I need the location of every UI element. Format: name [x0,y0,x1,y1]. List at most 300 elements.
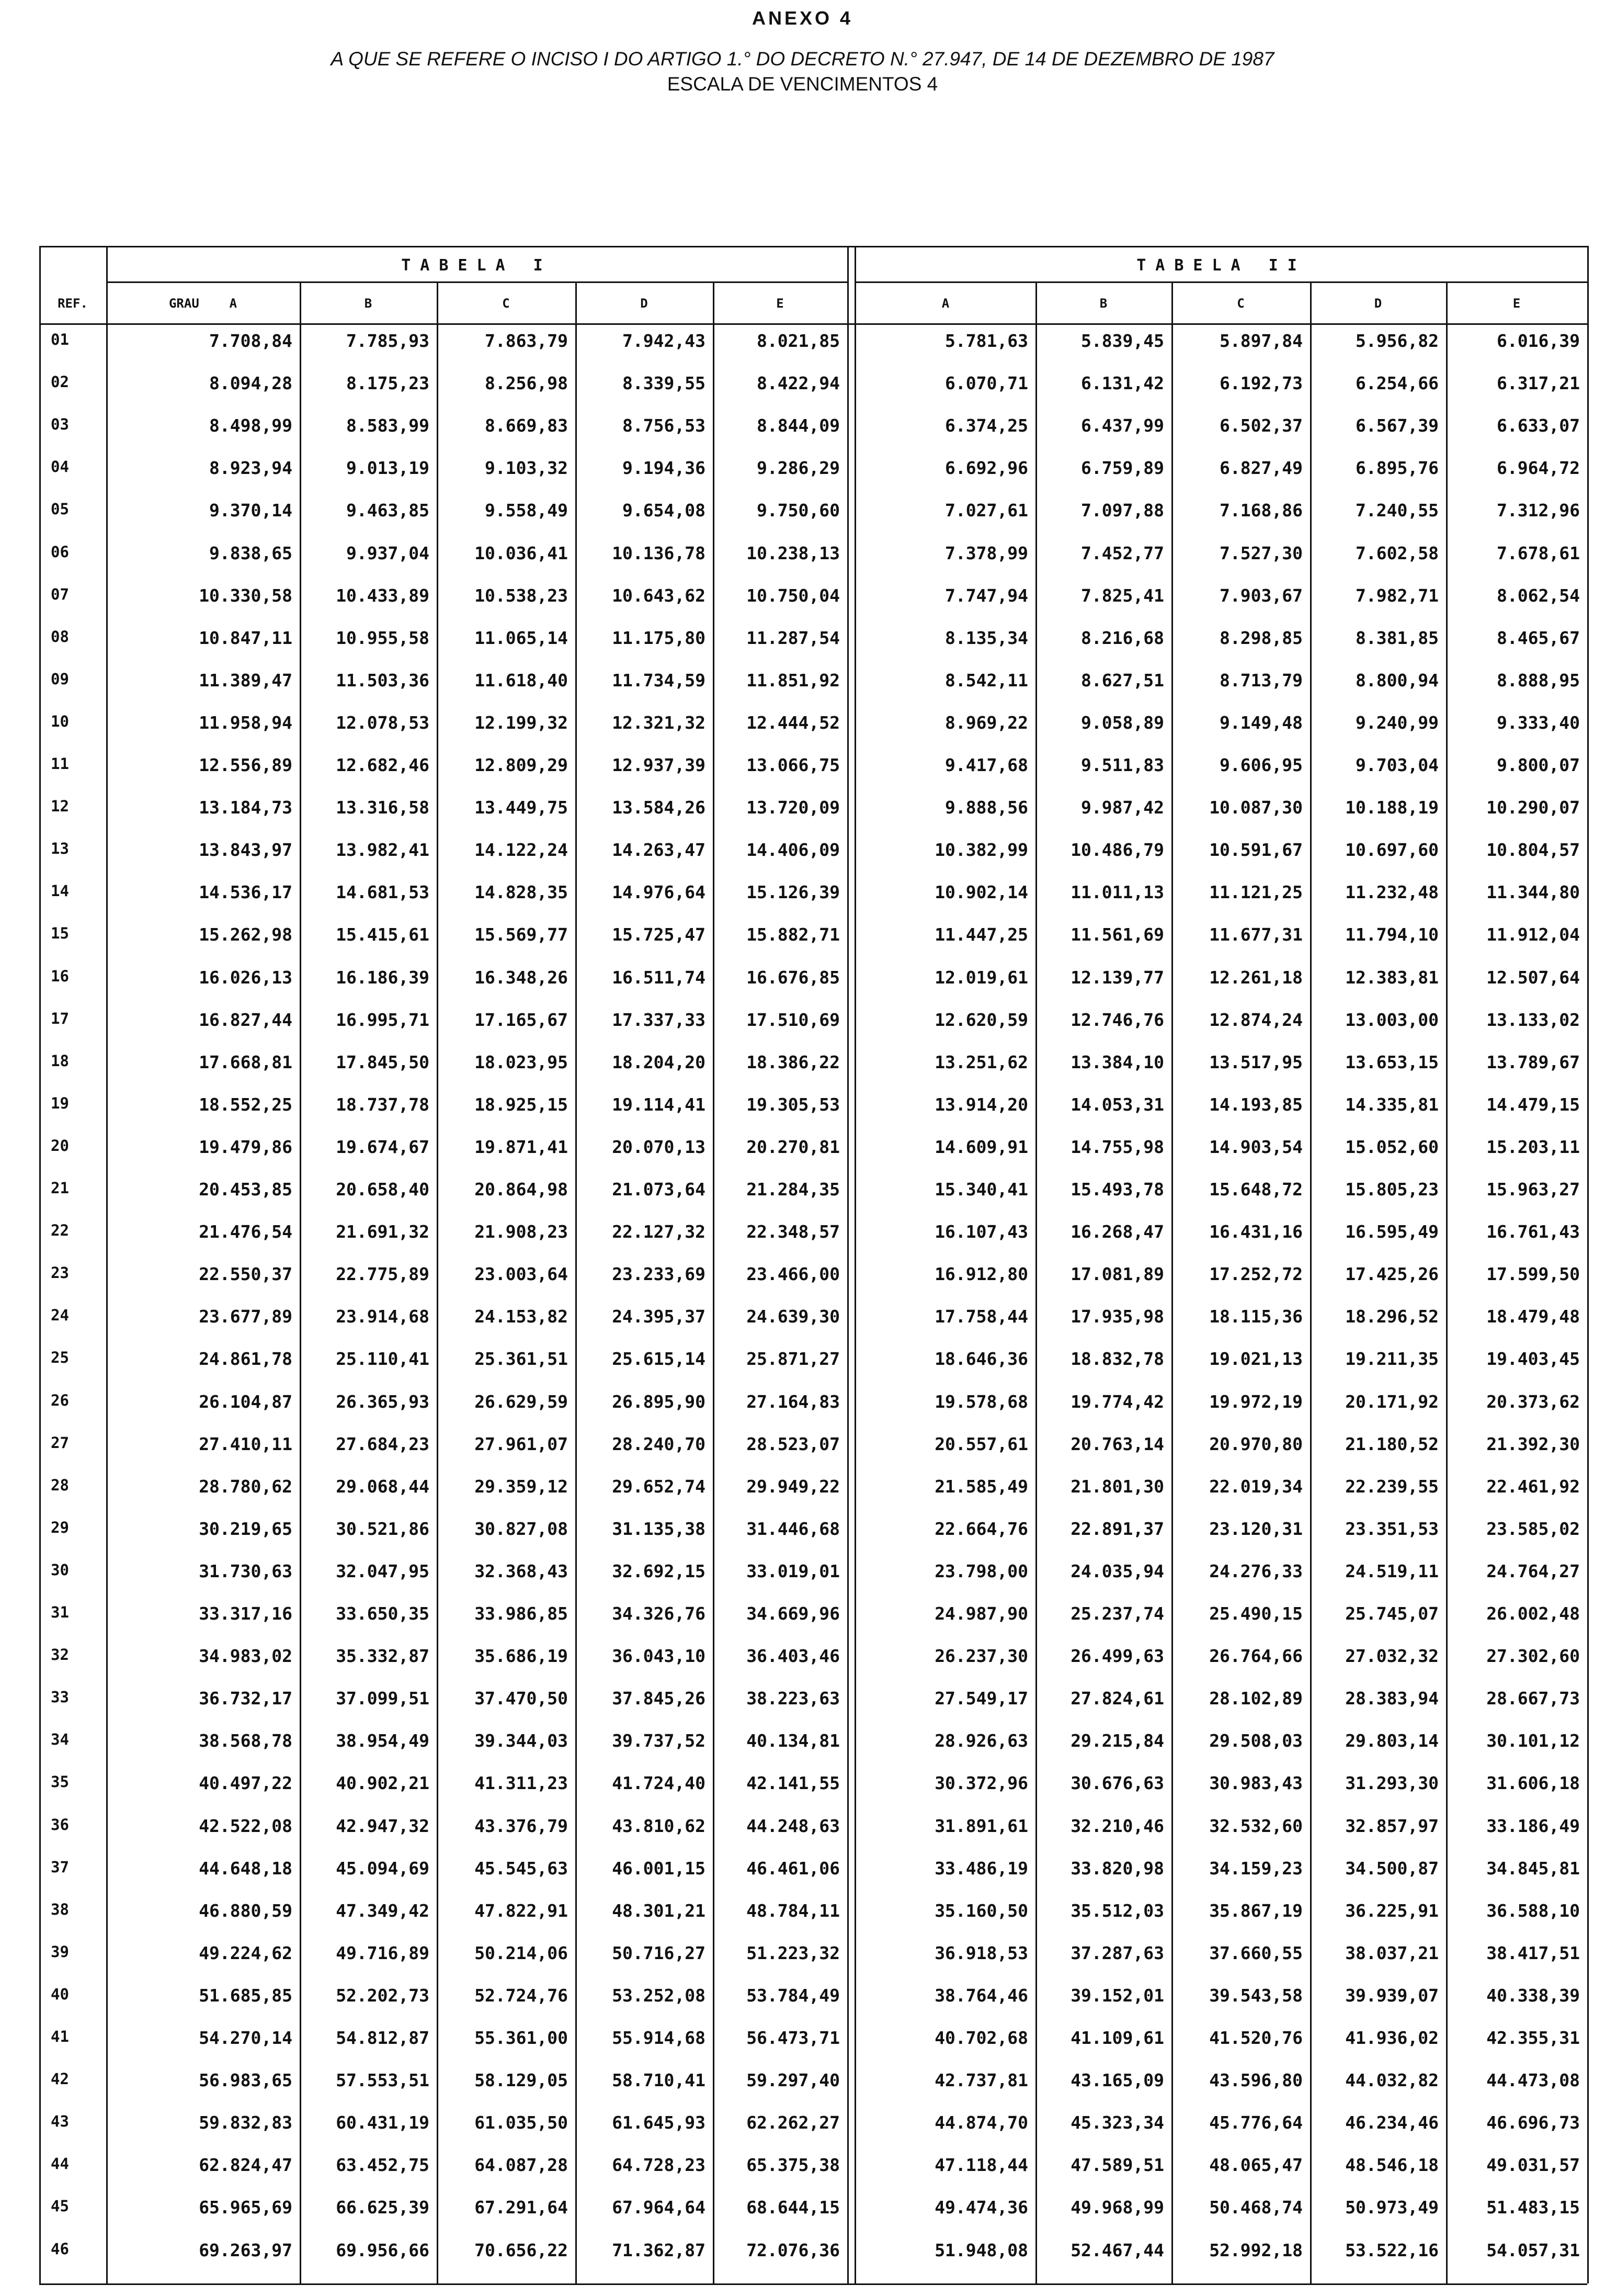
salary-value: 20.373,62 [1486,1391,1580,1412]
salary-value: 9.463,85 [346,500,429,521]
salary-value: 11.344,80 [1486,882,1580,903]
salary-value: 8.756,53 [622,415,705,436]
salary-value: 13.003,00 [1345,1009,1439,1030]
salary-value: 39.939,07 [1345,1985,1439,2006]
page-title: ANEXO 4 [752,7,853,29]
salary-value: 10.804,57 [1486,840,1580,861]
salary-value: 19.479,86 [199,1136,292,1157]
column-header: C [1237,296,1245,311]
salary-value: 15.262,98 [199,924,292,945]
row-ref: 40 [51,1985,69,2003]
salary-value: 40.338,39 [1486,1985,1580,2006]
salary-value: 47.118,44 [935,2155,1028,2176]
salary-value: 23.677,89 [199,1306,292,1327]
salary-value: 8.094,28 [209,373,292,394]
salary-value: 8.422,94 [757,373,840,394]
salary-value: 59.297,40 [746,2070,840,2091]
salary-value: 12.139,77 [1071,967,1164,988]
salary-value: 45.094,69 [336,1858,429,1879]
salary-value: 11.912,04 [1486,924,1580,945]
salary-value: 13.517,95 [1209,1051,1303,1072]
salary-value: 19.114,41 [612,1094,705,1115]
row-ref: 28 [51,1476,69,1494]
salary-value: 8.298,85 [1220,627,1303,648]
salary-value: 35.512,03 [1071,1900,1164,1921]
salary-value: 49.968,99 [1071,2197,1164,2218]
salary-value: 6.016,39 [1497,331,1580,351]
salary-value: 28.926,63 [935,1731,1028,1751]
salary-value: 9.013,19 [346,458,429,479]
salary-value: 15.415,61 [336,924,429,945]
salary-value: 35.867,19 [1209,1900,1303,1921]
salary-value: 7.982,71 [1356,585,1439,606]
salary-value: 21.585,49 [935,1476,1028,1497]
salary-value: 11.175,80 [612,627,705,648]
salary-value: 72.076,36 [746,2240,840,2260]
row-ref: 11 [51,755,69,773]
salary-value: 11.958,94 [199,712,292,733]
salary-value: 58.129,05 [474,2070,568,2091]
salary-value: 9.703,04 [1356,755,1439,775]
salary-value: 29.949,22 [746,1476,840,1497]
salary-value: 7.527,30 [1220,542,1303,563]
salary-value: 36.225,91 [1345,1900,1439,1921]
salary-value: 61.645,93 [612,2112,705,2133]
salary-value: 14.536,17 [199,882,292,903]
salary-value: 8.135,34 [945,627,1028,648]
salary-value: 27.961,07 [474,1433,568,1454]
row-ref: 36 [51,1815,69,1834]
salary-value: 42.355,31 [1486,2028,1580,2048]
salary-value: 27.164,83 [746,1391,840,1412]
salary-value: 42.141,55 [746,1773,840,1794]
salary-value: 23.798,00 [935,1560,1028,1581]
salary-value: 8.021,85 [757,331,840,351]
salary-value: 33.986,85 [474,1603,568,1624]
salary-value: 18.479,48 [1486,1306,1580,1327]
salary-value: 26.365,93 [336,1391,429,1412]
salary-value: 7.863,79 [485,331,568,351]
salary-value: 16.761,43 [1486,1221,1580,1242]
row-ref: 45 [51,2197,69,2215]
salary-value: 12.321,32 [612,712,705,733]
column-header: REF. [58,296,88,311]
row-ref: 14 [51,882,69,900]
salary-value: 33.486,19 [935,1858,1028,1879]
salary-value: 46.696,73 [1486,2112,1580,2133]
salary-value: 42.737,81 [935,2070,1028,2091]
salary-value: 58.710,41 [612,2070,705,2091]
salary-value: 14.053,31 [1071,1094,1164,1115]
salary-value: 26.499,63 [1071,1646,1164,1667]
column-header: E [1512,296,1521,311]
salary-value: 12.383,81 [1345,967,1439,988]
row-ref: 27 [51,1433,69,1452]
salary-value: 22.891,37 [1071,1518,1164,1539]
salary-value: 13.449,75 [474,797,568,818]
salary-value: 10.486,79 [1071,840,1164,861]
salary-value: 19.578,68 [935,1391,1028,1412]
salary-value: 12.937,39 [612,755,705,775]
salary-value: 15.340,41 [935,1179,1028,1200]
salary-value: 20.970,80 [1209,1433,1303,1454]
salary-value: 7.708,84 [209,331,292,351]
salary-value: 10.750,04 [746,585,840,606]
salary-value: 12.261,18 [1209,967,1303,988]
salary-value: 26.764,66 [1209,1646,1303,1667]
salary-value: 7.452,77 [1081,542,1164,563]
salary-value: 23.585,02 [1486,1518,1580,1539]
row-ref: 07 [51,585,69,603]
salary-value: 10.136,78 [612,542,705,563]
salary-value: 21.908,23 [474,1221,568,1242]
salary-value: 14.681,53 [336,882,429,903]
salary-value: 9.194,36 [622,458,705,479]
row-ref: 38 [51,1900,69,1918]
salary-value: 38.417,51 [1486,1942,1580,1963]
salary-value: 15.203,11 [1486,1136,1580,1157]
salary-value: 60.431,19 [336,2112,429,2133]
salary-value: 34.669,96 [746,1603,840,1624]
salary-value: 14.193,85 [1209,1094,1303,1115]
salary-value: 48.065,47 [1209,2155,1303,2176]
salary-value: 55.914,68 [612,2028,705,2048]
salary-value: 8.844,09 [757,415,840,436]
salary-value: 32.692,15 [612,1560,705,1581]
salary-value: 17.935,98 [1071,1306,1164,1327]
salary-value: 30.372,96 [935,1773,1028,1794]
salary-value: 52.467,44 [1071,2240,1164,2260]
salary-value: 29.652,74 [612,1476,705,1497]
salary-value: 54.057,31 [1486,2240,1580,2260]
salary-value: 41.936,02 [1345,2028,1439,2048]
salary-value: 16.995,71 [336,1009,429,1030]
salary-value: 21.284,35 [746,1179,840,1200]
salary-value: 22.550,37 [199,1264,292,1285]
salary-value: 9.370,14 [209,500,292,521]
salary-value: 28.102,89 [1209,1688,1303,1709]
salary-value: 11.618,40 [474,670,568,691]
salary-value: 56.473,71 [746,2028,840,2048]
salary-value: 55.361,00 [474,2028,568,2048]
salary-value: 11.734,59 [612,670,705,691]
tabela-i-header: TABELA I [401,256,552,275]
salary-value: 61.035,50 [474,2112,568,2133]
salary-value: 25.110,41 [336,1349,429,1370]
salary-value: 16.827,44 [199,1009,292,1030]
salary-value: 6.692,96 [945,458,1028,479]
salary-value: 11.287,54 [746,627,840,648]
salary-value: 34.845,81 [1486,1858,1580,1879]
row-ref: 16 [51,967,69,985]
salary-value: 14.755,98 [1071,1136,1164,1157]
salary-value: 30.101,12 [1486,1731,1580,1751]
row-ref: 25 [51,1349,69,1367]
salary-value: 13.914,20 [935,1094,1028,1115]
salary-value: 21.476,54 [199,1221,292,1242]
salary-value: 44.648,18 [199,1858,292,1879]
salary-value: 13.316,58 [336,797,429,818]
salary-value: 49.716,89 [336,1942,429,1963]
salary-value: 44.874,70 [935,2112,1028,2133]
salary-value: 66.625,39 [336,2197,429,2218]
salary-value: 12.444,52 [746,712,840,733]
salary-value: 48.784,11 [746,1900,840,1921]
tabela-ii-header: TABELA II [1136,256,1306,275]
salary-value: 29.803,14 [1345,1731,1439,1751]
column-header: C [502,296,510,311]
salary-value: 22.239,55 [1345,1476,1439,1497]
row-ref: 30 [51,1560,69,1579]
salary-value: 24.276,33 [1209,1560,1303,1581]
salary-value: 69.263,97 [199,2240,292,2260]
salary-value: 25.615,14 [612,1349,705,1370]
salary-value: 52.724,76 [474,1985,568,2006]
salary-value: 40.902,21 [336,1773,429,1794]
row-ref: 24 [51,1306,69,1325]
salary-value: 30.521,86 [336,1518,429,1539]
salary-value: 29.215,84 [1071,1731,1164,1751]
salary-value: 13.184,73 [199,797,292,818]
salary-value: 10.433,89 [336,585,429,606]
salary-value: 13.843,97 [199,840,292,861]
salary-value: 20.171,92 [1345,1391,1439,1412]
salary-value: 11.561,69 [1071,924,1164,945]
row-ref: 35 [51,1773,69,1791]
salary-value: 6.895,76 [1356,458,1439,479]
salary-value: 68.644,15 [746,2197,840,2218]
salary-value: 9.286,29 [757,458,840,479]
salary-value: 43.810,62 [612,1815,705,1836]
salary-value: 5.839,45 [1081,331,1164,351]
salary-value: 16.186,39 [336,967,429,988]
salary-value: 7.312,96 [1497,500,1580,521]
salary-value: 59.832,83 [199,2112,292,2133]
salary-value: 71.362,87 [612,2240,705,2260]
salary-value: 39.543,58 [1209,1985,1303,2006]
salary-value: 32.857,97 [1345,1815,1439,1836]
salary-value: 35.160,50 [935,1900,1028,1921]
salary-value: 9.606,95 [1220,755,1303,775]
salary-value: 56.983,65 [199,2070,292,2091]
salary-value: 28.780,62 [199,1476,292,1497]
salary-value: 23.233,69 [612,1264,705,1285]
salary-value: 51.223,32 [746,1942,840,1963]
salary-value: 6.437,99 [1081,415,1164,436]
salary-value: 11.121,25 [1209,882,1303,903]
row-ref: 01 [51,331,69,348]
salary-value: 46.880,59 [199,1900,292,1921]
salary-value: 43.376,79 [474,1815,568,1836]
salary-value: 12.507,64 [1486,967,1580,988]
salary-value: 10.087,30 [1209,797,1303,818]
salary-value: 53.784,49 [746,1985,840,2006]
salary-value: 48.301,21 [612,1900,705,1921]
salary-value: 65.375,38 [746,2155,840,2176]
salary-value: 33.019,01 [746,1560,840,1581]
salary-value: 38.764,46 [935,1985,1028,2006]
salary-value: 30.676,63 [1071,1773,1164,1794]
salary-value: 14.479,15 [1486,1094,1580,1115]
salary-value: 8.969,22 [945,712,1028,733]
salary-value: 27.824,61 [1071,1688,1164,1709]
salary-value: 18.386,22 [746,1051,840,1072]
salary-value: 11.232,48 [1345,882,1439,903]
row-ref: 03 [51,415,69,434]
salary-value: 53.522,16 [1345,2240,1439,2260]
row-ref: 12 [51,797,69,816]
salary-value: 47.822,91 [474,1900,568,1921]
salary-value: 10.955,58 [336,627,429,648]
table-border-right [1587,246,1589,2283]
row-ref: 18 [51,1051,69,1070]
salary-value: 17.599,50 [1486,1264,1580,1285]
table-split-rule-a [847,246,849,2283]
salary-value: 27.684,23 [336,1433,429,1454]
salary-value: 40.134,81 [746,1731,840,1751]
salary-value: 15.569,77 [474,924,568,945]
salary-value: 20.557,61 [935,1433,1028,1454]
salary-value: 7.678,61 [1497,542,1580,563]
salary-value: 7.378,99 [945,542,1028,563]
salary-value: 6.317,21 [1497,373,1580,394]
salary-value: 8.339,55 [622,373,705,394]
salary-value: 15.648,72 [1209,1179,1303,1200]
row-ref: 37 [51,1858,69,1876]
salary-value: 8.888,95 [1497,670,1580,691]
salary-value: 10.847,11 [199,627,292,648]
decree-reference: A QUE SE REFERE O INCISO I DO ARTIGO 1.° DO DECRETO N.° 27.947, DE 14 DE DEZEMBRO DE 1987 [331,48,1274,70]
salary-value: 39.344,03 [474,1731,568,1751]
salary-value: 6.070,71 [945,373,1028,394]
salary-value: 12.809,29 [474,755,568,775]
salary-value: 23.351,53 [1345,1518,1439,1539]
salary-value: 15.805,23 [1345,1179,1439,1200]
salary-value: 17.425,26 [1345,1264,1439,1285]
salary-value: 9.654,08 [622,500,705,521]
salary-value: 7.602,58 [1356,542,1439,563]
salary-value: 46.461,06 [746,1858,840,1879]
row-ref: 43 [51,2112,69,2131]
salary-value: 12.620,59 [935,1009,1028,1030]
salary-value: 8.583,99 [346,415,429,436]
salary-value: 23.003,64 [474,1264,568,1285]
salary-value: 51.948,08 [935,2240,1028,2260]
salary-value: 47.349,42 [336,1900,429,1921]
salary-value: 50.214,06 [474,1942,568,1963]
salary-value: 50.468,74 [1209,2197,1303,2218]
salary-value: 20.070,13 [612,1136,705,1157]
row-ref: 23 [51,1264,69,1282]
salary-value: 5.781,63 [945,331,1028,351]
salary-value: 19.871,41 [474,1136,568,1157]
salary-value: 19.774,42 [1071,1391,1164,1412]
column-header: D [1374,296,1382,311]
salary-value: 37.099,51 [336,1688,429,1709]
salary-value: 11.447,25 [935,924,1028,945]
salary-value: 17.081,89 [1071,1264,1164,1285]
salary-value: 12.746,76 [1071,1009,1164,1030]
salary-value: 8.627,51 [1081,670,1164,691]
salary-value: 16.026,13 [199,967,292,988]
column-header-rule [39,323,1587,325]
salary-value: 9.417,68 [945,755,1028,775]
salary-value: 10.382,99 [935,840,1028,861]
salary-value: 12.199,32 [474,712,568,733]
column-header: B [364,296,372,311]
salary-value: 8.923,94 [209,458,292,479]
salary-value: 6.502,37 [1220,415,1303,436]
row-ref: 33 [51,1688,69,1706]
salary-value: 31.730,63 [199,1560,292,1581]
salary-value: 42.947,32 [336,1815,429,1836]
row-ref: 09 [51,670,69,688]
salary-value: 31.135,38 [612,1518,705,1539]
salary-value: 17.252,72 [1209,1264,1303,1285]
salary-value: 27.410,11 [199,1433,292,1454]
salary-value: 28.240,70 [612,1433,705,1454]
salary-value: 25.490,15 [1209,1603,1303,1624]
salary-value: 9.058,89 [1081,712,1164,733]
salary-value: 21.180,52 [1345,1433,1439,1454]
salary-value: 19.021,13 [1209,1349,1303,1370]
salary-value: 38.223,63 [746,1688,840,1709]
column-header: GRAU A [168,296,237,311]
salary-value: 13.982,41 [336,840,429,861]
column-header: E [776,296,784,311]
salary-value: 10.538,23 [474,585,568,606]
salary-value: 45.323,34 [1071,2112,1164,2133]
salary-value: 67.291,64 [474,2197,568,2218]
salary-value: 11.677,31 [1209,924,1303,945]
salary-value: 19.211,35 [1345,1349,1439,1370]
row-ref: 20 [51,1136,69,1155]
salary-value: 33.317,16 [199,1603,292,1624]
salary-value: 41.311,23 [474,1773,568,1794]
salary-value: 27.549,17 [935,1688,1028,1709]
salary-value: 41.109,61 [1071,2028,1164,2048]
salary-value: 7.825,41 [1081,585,1164,606]
row-ref: 17 [51,1009,69,1027]
salary-value: 27.302,60 [1486,1646,1580,1667]
salary-value: 36.403,46 [746,1646,840,1667]
salary-value: 37.660,55 [1209,1942,1303,1963]
salary-value: 14.903,54 [1209,1136,1303,1157]
row-ref: 26 [51,1391,69,1409]
salary-value: 29.359,12 [474,1476,568,1497]
salary-value: 52.992,18 [1209,2240,1303,2260]
salary-value: 53.252,08 [612,1985,705,2006]
salary-value: 31.446,68 [746,1518,840,1539]
salary-value: 9.838,65 [209,542,292,563]
salary-value: 8.465,67 [1497,627,1580,648]
salary-value: 12.078,53 [336,712,429,733]
salary-value: 10.290,07 [1486,797,1580,818]
salary-value: 33.650,35 [336,1603,429,1624]
salary-value: 29.508,03 [1209,1731,1303,1751]
salary-value: 8.669,83 [485,415,568,436]
salary-value: 9.750,60 [757,500,840,521]
salary-value: 39.737,52 [612,1731,705,1751]
salary-value: 6.827,49 [1220,458,1303,479]
salary-value: 24.639,30 [746,1306,840,1327]
salary-value: 51.685,85 [199,1985,292,2006]
salary-value: 13.584,26 [612,797,705,818]
salary-value: 32.368,43 [474,1560,568,1581]
salary-value: 23.914,68 [336,1306,429,1327]
salary-value: 16.268,47 [1071,1221,1164,1242]
salary-value: 64.087,28 [474,2155,568,2176]
